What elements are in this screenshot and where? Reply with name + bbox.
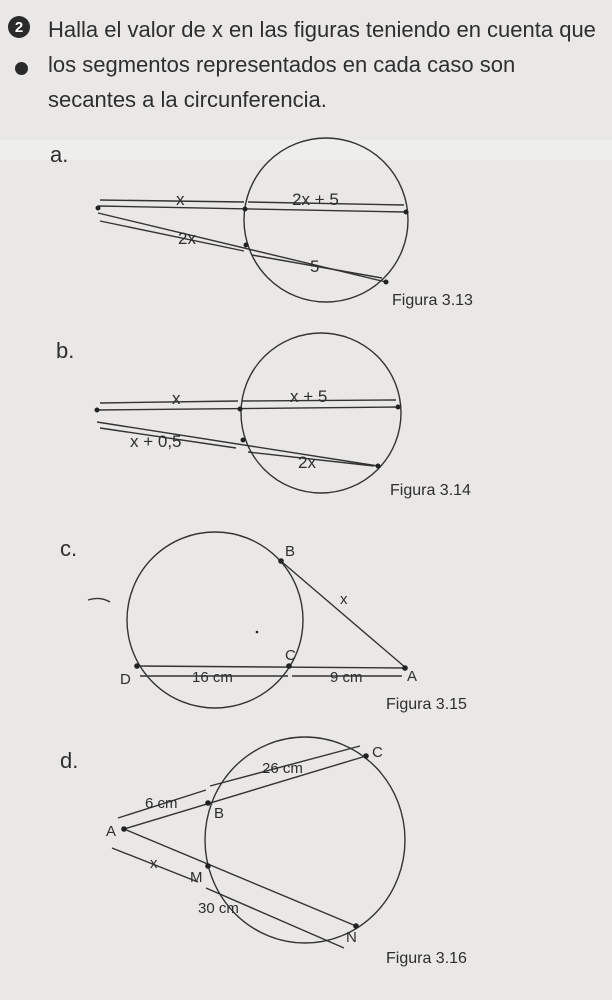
label-point-n: N (346, 929, 357, 946)
label-segment-ca: 9 cm (330, 669, 363, 686)
caption-figure-3-13: Figura 3.13 (392, 292, 473, 309)
label-bottom-external: x + 0,5 (130, 432, 182, 451)
part-label-c: c. (60, 536, 78, 561)
secant-an (124, 829, 356, 926)
point-b (205, 800, 211, 806)
caption-figure-3-15: Figura 3.15 (386, 696, 467, 713)
label-point-b: B (285, 543, 296, 560)
exercise-instruction: Halla el valor de x en las figuras teniendo en cuenta que los segmentos representados en cada caso son secantes a la circunferencia. (48, 17, 596, 112)
point-m (205, 863, 211, 869)
caption-figure-3-14: Figura 3.14 (390, 482, 471, 499)
label-bottom-internal: 2x (298, 453, 316, 472)
label-point-c: C (285, 647, 296, 664)
point-a (121, 826, 127, 832)
part-label-d: d. (60, 748, 79, 773)
label-top-external: x (172, 389, 181, 408)
label-point-b: B (214, 805, 225, 822)
label-segment-am: x (150, 855, 158, 872)
part-label-a: a. (50, 142, 69, 167)
label-point-c: C (372, 744, 383, 761)
label-bottom-internal: 5 (310, 257, 320, 276)
secant-ac (124, 756, 366, 829)
label-segment-dc: 16 cm (192, 669, 233, 686)
label-segment-mn: 30 cm (198, 900, 239, 917)
caption-figure-3-16: Figura 3.16 (386, 950, 467, 967)
exercise-number-badge: 2 (8, 16, 30, 38)
part-label-b: b. (56, 338, 75, 363)
dimension-line (206, 888, 344, 948)
point-n (353, 923, 359, 929)
label-bottom-external: 2x (178, 229, 196, 248)
label-top-internal: 2x + 5 (292, 190, 339, 209)
label-segment-ab: 6 cm (145, 795, 178, 812)
label-top-internal: x + 5 (290, 387, 328, 406)
label-point-d: D (120, 671, 131, 688)
point-c (363, 753, 369, 759)
label-segment-bc: 26 cm (262, 760, 303, 777)
label-point-a: A (407, 668, 418, 685)
label-point-a: A (106, 823, 117, 840)
label-top-external: x (176, 190, 185, 209)
label-point-m: M (190, 869, 203, 886)
label-segment-ab: x (340, 591, 348, 608)
